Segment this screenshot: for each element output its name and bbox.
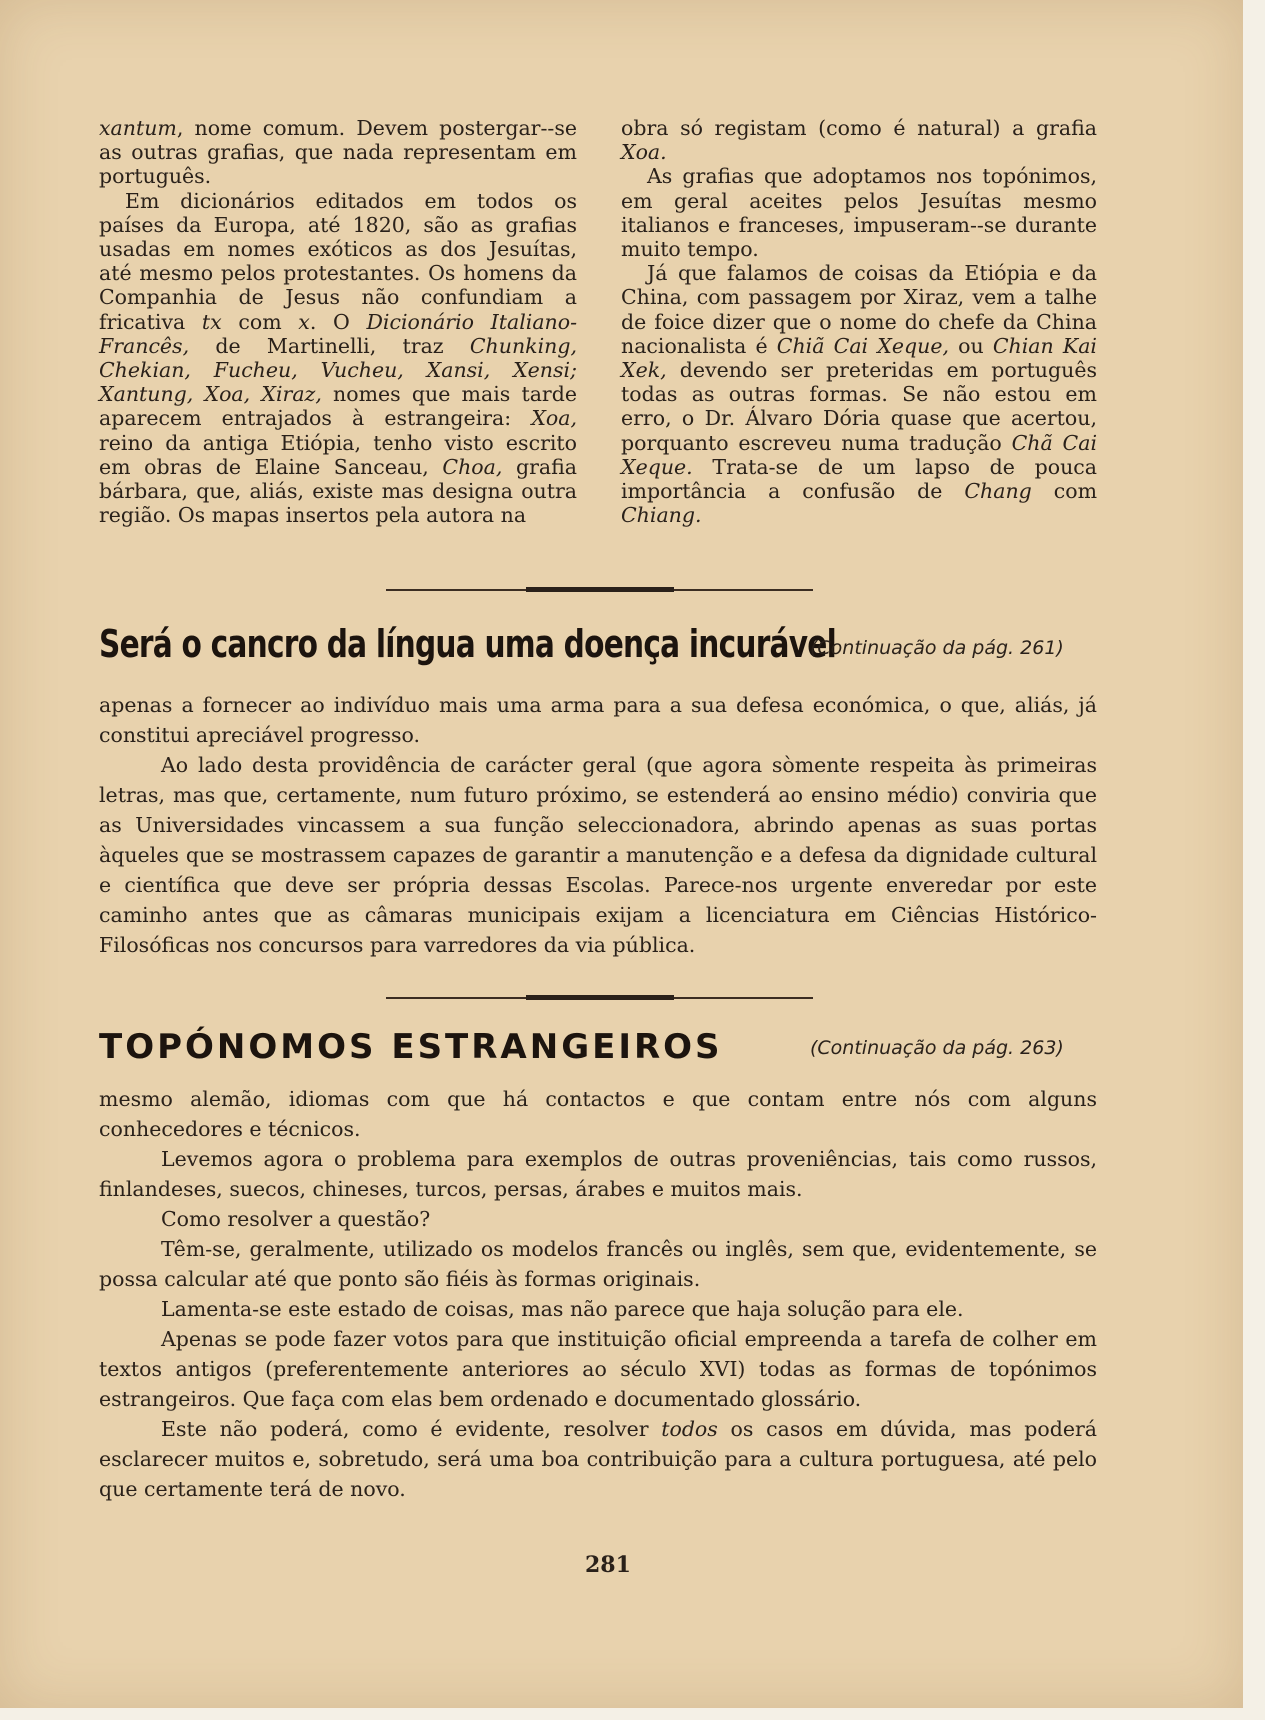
paragraph xyxy=(99,1414,1097,1504)
section-divider xyxy=(386,589,813,591)
section-title-cancro: Será o cancro da língua uma doença incurável xyxy=(99,622,837,666)
italic-run: tx xyxy=(201,309,222,334)
text-run: os casos em dúvida, mas poderá esclarecer muitos e, sobretudo, será uma boa contribuição para a cultura portuguesa, até pelo que certamente terá de novo. xyxy=(99,1417,1097,1501)
paragraph xyxy=(99,690,1097,750)
text-run: As grafias que adoptamos nos topónimos, em geral aceites pelos Jesuítas mesmo italianos e franceses, impuseram--se durante muito tempo. xyxy=(621,164,1097,262)
text-run: obra só registam (como é natural) a grafia xyxy=(621,116,1097,140)
page-number: 281 xyxy=(585,1552,631,1578)
text-run: nomes que mais tarde aparecem entrajados à estrangeira: xyxy=(99,382,577,431)
right-column xyxy=(621,116,1097,527)
paragraph xyxy=(99,1084,1097,1144)
italic-run: Chã Cai Xeque. xyxy=(621,430,1097,479)
italic-run: todos xyxy=(661,1417,718,1441)
text-run: Em dicionários editados em todos os países da Europa, até 1820, são as grafias usadas em nomes exóticos as dos Jesuítas, até mesmo pelos protestantes. Os homens da Companhia de Jesus não confundiam a fricativa xyxy=(99,188,577,334)
italic-run: Xoa. xyxy=(621,140,667,165)
text-run: com xyxy=(221,309,299,334)
text-run: Têm-se, geralmente, utilizado os modelos francês ou inglês, sem que, evidentemente, se possa calcular até que ponto são fiéis às formas originais. xyxy=(99,1237,1097,1291)
text-run: grafia bárbara, que, aliás, existe mas designa outra região. Os mapas insertos pela autora na xyxy=(99,454,577,528)
paragraph xyxy=(621,261,1097,527)
text-run: Levemos agora o problema para exemplos de outras proveniências, tais como russos, finlandeses, suecos, chineses, turcos, persas, árabes e muitos mais. xyxy=(99,1147,1097,1201)
paragraph xyxy=(99,750,1097,960)
paragraph xyxy=(99,1204,1097,1234)
paragraph xyxy=(99,1234,1097,1294)
italic-run: Chiã Cai Xeque, xyxy=(776,333,949,358)
italic-run: Chunking, Chekian, Fucheu, Vucheu, Xansi, Xensi; Xantung, Xoa, Xiraz, xyxy=(99,333,577,407)
text-run: Já que falamos de coisas da Etiópia e da China, com passagem por Xiraz, vem a talhe de foice dizer que o nome do chefe da China nacionalista é xyxy=(621,261,1097,358)
text-run: , nome comum. Devem postergar--se as outras grafias, que nada representam em português. xyxy=(99,116,577,189)
text-run: Este não poderá, como é evidente, resolver xyxy=(161,1417,662,1441)
italic-run: Chiang. xyxy=(621,503,702,528)
text-run: Como resolver a questão? xyxy=(161,1207,431,1231)
continuation-note: (Continuação da pág. 261) xyxy=(810,637,1064,659)
continuation-note: (Continuação da pág. 263) xyxy=(810,1037,1064,1059)
italic-run: Choa, xyxy=(442,454,503,479)
text-run: devendo ser preteridas em português todas as outras formas. Se não estou em erro, o Dr. Álvaro Dória quase que acertou, porquanto escreveu numa tradução xyxy=(621,358,1097,455)
paragraph xyxy=(99,1144,1097,1204)
paragraph xyxy=(621,164,1097,261)
text-run: . O xyxy=(309,309,367,334)
text-run: mesmo alemão, idiomas com que há contactos e que contam entre nós com alguns conhecedores e técnicos. xyxy=(99,1087,1097,1141)
text-run: apenas a fornecer ao indivíduo mais uma arma para a sua defesa económica, o que, aliás, já constitui apreciável progresso. xyxy=(99,693,1097,747)
paragraph xyxy=(99,1294,1097,1324)
toponomos-article-body xyxy=(99,1084,1097,1504)
text-run: Apenas se pode fazer votos para que instituição oficial empreenda a tarefa de colher em textos antigos (preferentemente anteriores ao século XVI) todas as formas de topónimos estrangeiros. Que faça com elas bem ordenado e documentado glossário. xyxy=(99,1327,1097,1411)
section-title-toponomos: TOPÓNOMOS ESTRANGEIROS xyxy=(99,1027,723,1067)
paragraph xyxy=(99,189,577,528)
section-divider xyxy=(386,997,813,999)
text-run: ou xyxy=(948,333,993,358)
paragraph xyxy=(99,1324,1097,1414)
text-run: Trata-se de um lapso de pouca importância a confusão de xyxy=(621,454,1097,504)
text-run: de Martinelli, traz xyxy=(189,333,470,358)
italic-run: xantum xyxy=(99,116,177,140)
italic-run: Chang xyxy=(964,479,1032,504)
italic-run: Xoa, xyxy=(531,406,577,431)
text-run: Ao lado desta providência de carácter geral (que agora sòmente respeita às primeiras letras, mas que, certamente, num futuro próximo, se estenderá ao ensino médio) conviria que as Universidades vincassem a sua função seleccionadora, abrindo apenas as suas portas àqueles que se mostrassem capazes de garantir a manutenção e a defesa da dignidade cultural e científica que deve ser própria dessas Escolas. Parece-nos urgente enveredar por este caminho antes que as câmaras municipais exijam a licenciatura em Ciências Histórico-Filosóficas nos concursos para varredores da via pública. xyxy=(99,753,1097,957)
text-run: reino da antiga Etiópia, tenho visto escrito em obras de Elaine Sanceau, xyxy=(99,430,577,479)
paragraph xyxy=(621,116,1097,164)
italic-run: Dicionário Italiano-Francês, xyxy=(99,309,578,358)
italic-run: Chian Kai Xek, xyxy=(621,333,1097,383)
paragraph xyxy=(99,116,577,189)
italic-run: x xyxy=(298,309,310,334)
text-run: com xyxy=(1031,479,1098,504)
left-column xyxy=(99,116,577,527)
text-run: Lamenta-se este estado de coisas, mas não parece que haja solução para ele. xyxy=(161,1297,964,1321)
cancro-article-body xyxy=(99,690,1097,960)
